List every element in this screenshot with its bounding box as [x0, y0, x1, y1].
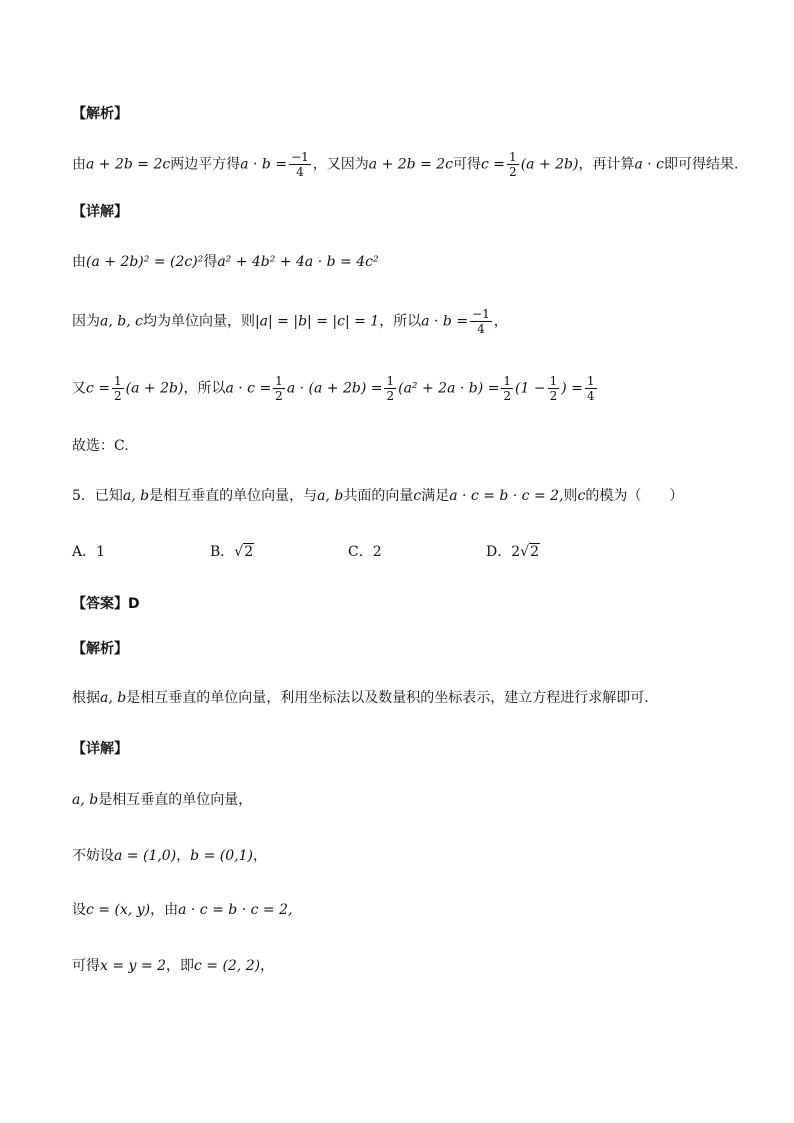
math: a² + 4b² + 4a · b = 4c²: [217, 254, 379, 270]
option-b: B．√2: [210, 544, 254, 560]
fraction: $\frac{1}{2}$: [549, 374, 558, 403]
answer-line: 【答案】D: [72, 596, 140, 612]
text: ，由: [150, 902, 179, 918]
math: c: [577, 488, 586, 504]
math: c =: [481, 156, 506, 173]
math: a · c =: [225, 380, 272, 397]
math: b = (0,1): [190, 848, 253, 864]
math: (1 −: [515, 380, 546, 397]
text: 可得: [453, 156, 482, 173]
math: a, b: [100, 690, 127, 706]
option-c: C．2: [348, 544, 382, 560]
math: a, b: [317, 488, 344, 504]
math: a + 2b = 2c: [86, 156, 171, 173]
math: (a² + 2a · b) =: [398, 380, 500, 397]
math: (a + 2b)² = (2c)²: [86, 254, 204, 270]
fraction: $\frac{1}{2}$: [503, 374, 512, 403]
text: 得: [203, 254, 218, 270]
section-header-analysis-2: 【解析】: [72, 641, 128, 657]
math: c: [413, 488, 422, 504]
math: c =: [86, 380, 111, 397]
math: a · b =: [421, 313, 469, 330]
text: 是相互垂直的单位向量，利用坐标法以及数量积的坐标表示，建立方程进行求解即可.: [126, 690, 649, 706]
math: a + 2b = 2c: [368, 156, 454, 173]
text: 可得: [72, 958, 100, 974]
text: 由: [72, 254, 86, 270]
text: ，: [252, 848, 267, 864]
section-header-analysis: 【解析】: [72, 106, 128, 122]
math: x = y = 2: [100, 958, 166, 974]
math: (a + 2b): [125, 380, 184, 397]
text: 是相互垂直的单位向量，与: [149, 488, 318, 504]
math: a = (1,0): [114, 848, 177, 864]
text: 共面的向量: [343, 488, 414, 504]
detail-2-line-3: [72, 900, 754, 920]
text: 的模为（ ）: [585, 488, 684, 504]
math: |a| = |b| = |c| = 1: [254, 313, 380, 330]
text: ，所以: [379, 313, 422, 330]
text: 则: [563, 488, 578, 504]
text: 设: [72, 902, 86, 918]
math: a · (a + 2b) =: [286, 380, 383, 397]
text: ，: [493, 313, 508, 330]
text: 满足: [421, 488, 450, 504]
text: 即可得结果.: [664, 156, 739, 173]
sqrt-icon: √: [520, 544, 530, 560]
option-d: D．2√2: [486, 544, 539, 560]
text: 两边平方得: [170, 156, 241, 173]
text: 又: [72, 380, 86, 397]
question-5: [72, 486, 754, 506]
fraction: $\frac{1}{2}$: [509, 150, 517, 179]
text: 是相互垂直的单位向量，: [98, 792, 253, 808]
fraction: $\frac{1}{4}$: [586, 374, 595, 403]
math: a, b: [72, 792, 99, 808]
analysis-paragraph-2: [72, 688, 754, 708]
fraction: $\frac{-1}{4}$: [472, 307, 490, 336]
text: ，所以: [183, 380, 226, 397]
analysis-paragraph: [72, 150, 754, 179]
text: 不妨设: [72, 848, 114, 864]
text: ，: [260, 958, 275, 974]
math: a, b, c: [100, 313, 143, 330]
section-header-detail-2: 【详解】: [72, 741, 128, 757]
math: c = (x, y): [86, 902, 151, 918]
sqrt-icon: √: [234, 544, 244, 560]
option-a: A．1: [72, 544, 106, 560]
text: ，即: [165, 958, 194, 974]
text: 根据: [72, 690, 100, 706]
fraction: $\frac{-1}{4}$: [291, 150, 309, 179]
detail-2-line-2: [72, 846, 754, 866]
math: a · c: [634, 156, 665, 173]
math: c = (2, 2): [193, 958, 261, 974]
math: ) =: [561, 380, 583, 397]
text: 5．已知: [72, 488, 123, 504]
detail-line-1: [72, 252, 754, 272]
math: (a + 2b): [520, 156, 579, 173]
detail-line-2: [72, 307, 754, 336]
fraction: $\frac{1}{2}$: [114, 374, 122, 403]
math: a · c = b · c = 2,: [449, 488, 564, 504]
detail-2-line-1: [72, 790, 754, 810]
detail-line-3: [72, 374, 754, 403]
section-header-detail: 【详解】: [72, 204, 128, 220]
math: a, b: [122, 488, 150, 504]
text: ，又因为: [312, 156, 369, 173]
fraction: $\frac{1}{2}$: [275, 374, 283, 403]
math: a · b =: [240, 156, 288, 173]
text: 因为: [72, 313, 100, 330]
text: 均为单位向量，则: [142, 313, 255, 330]
text: ，再计算: [578, 156, 635, 173]
detail-2-line-4: [72, 956, 754, 976]
text: ，: [176, 848, 191, 864]
text: 由: [72, 156, 86, 173]
conclusion-text: 故选：C.: [72, 438, 129, 454]
math: a · c = b · c = 2,: [178, 902, 293, 918]
fraction: $\frac{1}{2}$: [386, 374, 395, 403]
